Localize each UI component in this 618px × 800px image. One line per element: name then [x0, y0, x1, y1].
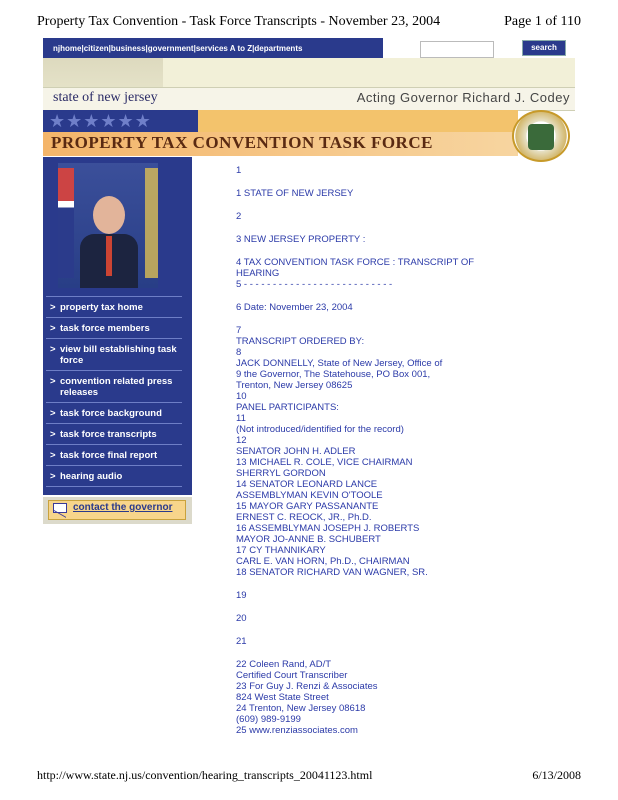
menu-divider — [46, 444, 182, 445]
transcript-spacer — [236, 647, 516, 659]
transcript-spacer — [236, 199, 516, 211]
topnav-services[interactable]: services A to Z — [195, 43, 253, 53]
transcript-line: 4 TAX CONVENTION TASK FORCE : TRANSCRIPT OF — [236, 257, 475, 268]
transcript-spacer — [236, 245, 516, 257]
section-title: PROPERTY TAX CONVENTION TASK FORCE — [51, 133, 433, 152]
transcript-line: TRANSCRIPT ORDERED BY: — [236, 336, 365, 347]
menu-divider — [46, 317, 182, 318]
envelope-icon — [53, 503, 67, 513]
gold-bar — [198, 110, 518, 132]
governor-name: Acting Governor Richard J. Codey — [356, 90, 570, 105]
transcript-line: CARL E. VAN HORN, Ph.D., CHAIRMAN — [236, 556, 410, 567]
search-input[interactable] — [420, 41, 494, 58]
menu-divider — [46, 423, 182, 424]
chevron-right-icon: > — [50, 323, 56, 334]
transcript-line: 13 MICHAEL R. COLE, VICE CHAIRMAN — [236, 457, 413, 468]
transcript-content — [236, 165, 516, 736]
transcript-line: ASSEMBLYMAN KEVIN O'TOOLE — [236, 490, 383, 501]
transcript-line: 1 — [236, 165, 242, 176]
menu-divider — [46, 338, 182, 339]
transcript-line: 21 — [236, 636, 247, 647]
transcript-line: 6 Date: November 23, 2004 — [236, 302, 353, 313]
transcript-line: 9 the Governor, The Statehouse, PO Box 001, — [236, 369, 431, 380]
sidebar-menu — [46, 292, 186, 492]
transcript-line: 17 CY THANNIKARY — [236, 545, 326, 556]
transcript-line: Certified Court Transcriber — [236, 670, 348, 681]
topnav-business[interactable]: business — [110, 43, 146, 53]
transcript-line: JACK DONNELLY, State of New Jersey, Office of — [236, 358, 443, 369]
transcript-line: (Not introduced/identified for the record) — [236, 424, 404, 435]
transcript-spacer — [236, 578, 516, 590]
chevron-right-icon: > — [50, 429, 56, 440]
search-button[interactable]: search — [522, 40, 566, 56]
sidebar-item-hearing-audio[interactable]: > hearing audio — [50, 471, 123, 482]
transcript-spacer — [236, 222, 516, 234]
top-navigation — [43, 38, 383, 58]
transcript-line: 5 - - - - - - - - - - - - - - - - - - - - - - - - - - — [236, 279, 393, 290]
portrait-head — [93, 196, 125, 234]
transcript-line: 16 ASSEMBLYMAN JOSEPH J. ROBERTS — [236, 523, 420, 534]
chevron-right-icon: > — [50, 471, 56, 482]
print-date: 6/13/2008 — [532, 768, 581, 782]
sidebar-item-task-force-members[interactable]: > task force members — [50, 323, 150, 334]
print-url: http://www.state.nj.us/convention/hearing_transcripts_20041123.html — [37, 768, 373, 782]
sidebar-item-transcripts[interactable]: > task force transcripts — [50, 429, 157, 440]
topnav-separator: | — [193, 43, 196, 53]
print-title: Property Tax Convention - Task Force Transcripts - November 23, 2004 — [37, 14, 441, 29]
topnav-government[interactable]: government — [147, 43, 194, 53]
state-flag-icon — [145, 168, 158, 278]
transcript-line: 22 Coleen Rand, AD/T — [236, 659, 332, 670]
transcript-line: PANEL PARTICIPANTS: — [236, 402, 339, 413]
topnav-njhome[interactable]: njhome — [53, 43, 82, 53]
transcript-line: ERNEST C. REOCK, JR., Ph.D. — [236, 512, 372, 523]
sidebar-item-background[interactable]: > task force background — [50, 408, 162, 419]
transcript-line: 15 MAYOR GARY PASSANANTE — [236, 501, 379, 512]
transcript-line: (609) 989-9199 — [236, 714, 301, 725]
topnav-separator: | — [252, 43, 255, 53]
menu-divider — [46, 465, 182, 466]
seal-shield-icon — [528, 124, 554, 150]
transcript-line: 20 — [236, 613, 247, 624]
transcript-line: 10 — [236, 391, 247, 402]
topnav-separator: | — [81, 43, 84, 53]
menu-divider — [46, 486, 182, 487]
transcript-line: SHERRYL GORDON — [236, 468, 326, 479]
contact-governor-link[interactable]: contact the governor — [73, 502, 173, 513]
transcript-line: 14 SENATOR LEONARD LANCE — [236, 479, 378, 490]
topnav-citizen[interactable]: citizen — [83, 43, 109, 53]
transcript-line: MAYOR JO-ANNE B. SCHUBERT — [236, 534, 381, 545]
transcript-line: 11 — [236, 413, 246, 424]
chevron-right-icon: > — [50, 450, 56, 461]
sidebar-item-property-tax-home[interactable]: > property tax home — [50, 302, 143, 313]
transcript-line: 1 STATE OF NEW JERSEY — [236, 188, 354, 199]
portrait-tie — [106, 236, 112, 276]
sidebar-item-view-bill[interactable]: > view bill establishing task force — [50, 344, 177, 366]
chevron-right-icon: > — [50, 344, 56, 355]
transcript-line: 25 www.renziassociates.com — [236, 725, 358, 736]
state-title: state of new jersey — [53, 90, 158, 105]
stars-decoration: ★★★★★★ — [43, 110, 198, 132]
menu-divider — [46, 296, 182, 297]
menu-divider — [46, 402, 182, 403]
transcript-spacer — [236, 624, 516, 636]
us-flag-icon — [58, 168, 74, 278]
transcript-line: 19 — [236, 590, 247, 601]
transcript-line: 2 — [236, 211, 242, 222]
sidebar-item-press-releases[interactable]: > convention related press releases — [50, 376, 173, 398]
chevron-right-icon: > — [50, 408, 56, 419]
transcript-spacer — [236, 290, 516, 302]
topnav-departments[interactable]: departments — [254, 43, 303, 53]
transcript-spacer — [236, 176, 516, 188]
menu-divider — [46, 370, 182, 371]
transcript-spacer — [236, 601, 516, 613]
transcript-line: 8 — [236, 347, 242, 358]
transcript-spacer — [236, 313, 516, 325]
transcript-line: 7 — [236, 325, 242, 336]
transcript-line: 3 NEW JERSEY PROPERTY : — [236, 234, 366, 245]
transcript-line: Trenton, New Jersey 08625 — [236, 380, 353, 391]
transcript-line: 18 SENATOR RICHARD VAN WAGNER, SR. — [236, 567, 428, 578]
transcript-line: 824 West State Street — [236, 692, 329, 703]
transcript-line: HEARING — [236, 268, 280, 279]
chevron-right-icon: > — [50, 302, 56, 313]
topnav-separator: | — [108, 43, 111, 53]
transcript-line: 23 For Guy J. Renzi & Associates — [236, 681, 378, 692]
governor-portrait — [80, 196, 138, 288]
transcript-line: 12 — [236, 435, 247, 446]
transcript-line: 24 Trenton, New Jersey 08618 — [236, 703, 366, 714]
print-page-number: Page 1 of 110 — [504, 14, 581, 29]
chevron-right-icon: > — [50, 376, 56, 387]
transcript-line: SENATOR JOHN H. ADLER — [236, 446, 356, 457]
print-header — [37, 14, 581, 34]
sidebar-item-final-report[interactable]: > task force final report — [50, 450, 158, 461]
topnav-separator: | — [145, 43, 148, 53]
